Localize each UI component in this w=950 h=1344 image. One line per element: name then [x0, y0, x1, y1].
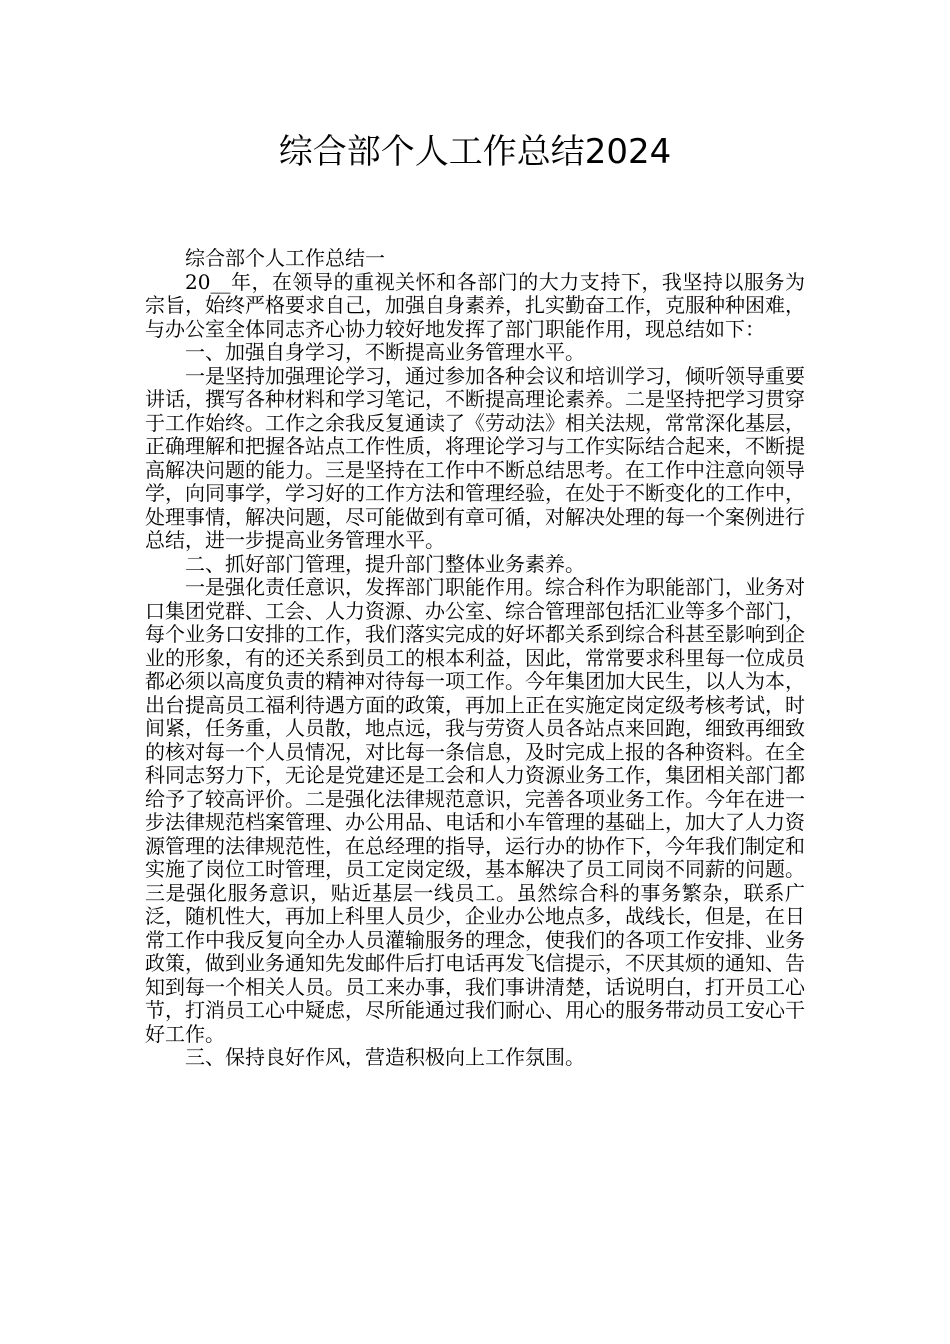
section-heading-two: 二、抓好部门管理，提升部门整体业务素养。	[185, 551, 585, 576]
section-heading-summary-one: 综合部个人工作总结一	[185, 246, 385, 270]
intro-paragraph: 20__年，在领导的重视关怀和各部门的大力支持下，我坚持以服务为宗旨，始终严格要求自己，加强自身素养，扎实勤奋工作，克服种种困难，与办公室全体同志齐心协力较好地发挥了部门职能作用，现总结如下：	[145, 269, 805, 341]
section-heading-one: 一、加强自身学习，不断提高业务管理水平。	[185, 340, 585, 364]
document-body	[145, 247, 805, 1070]
section-one-paragraph: 一是坚持加强理论学习，通过参加各种会议和培训学习，倾听领导重要讲话，撰写各种材料和学习笔记，不断提高理论素养。二是坚持把学习贯穿于工作始终。工作之余我反复通读了《劳动法》相关法规，常常深化基层，正确理解和把握各站点工作性质，将理论学习与工作实际结合起来，不断提高解决问题的能力。三是坚持在工作中不断总结思考。在工作中注意向领导学，向同事学，学习好的工作方法和管理经验，在处于不断变化的工作中，处理事情，解决问题，尽可能做到有章可循，对解决处理的每一个案例进行总结，进一步提高业务管理水平。	[145, 363, 805, 552]
section-two-paragraph: 一是强化责任意识，发挥部门职能作用。综合科作为职能部门，业务对口集团党群、工会、人力资源、办公室、综合管理部包括汇业等多个部门，每个业务口安排的工作，我们落实完成的好坏都关系到综合科甚至影响到企业的形象，有的还关系到员工的根本利益，因此，常常要求科里每一位成员都必须以高度负责的精神对待每一项工作。今年集团加大民生，以人为本，出台提高员工福利待遇方面的政策，再加上正在实施定岗定级考核考试，时间紧，任务重，人员散，地点远，我与劳资人员各站点来回跑，细致再细致的核对每一个人员情况，对比每一条信息，及时完成上报的各种资料。在全科同志努力下，无论是党建还是工会和人力资源业务工作，集团相关部门都给予了较高评价。二是强化法律规范意识，完善各项业务工作。今年在进一步法律规范档案管理、办公用品、电话和小车管理的基础上，加大了人力资源管理的法律规范性，在总经理的指导，运行办的协作下，今年我们制定和实施了岗位工时管理，员工定岗定级，基本解决了员工同岗不同薪的问题。三是强化服务意识，贴近基层一线员工。虽然综合科的事务繁杂，联系广泛，随机性大，再加上科里人员少，企业办公地点多，战线长，但是，在日常工作中我反复向全办人员灌输服务的理念，使我们的各项工作安排、业务政策，做到业务通知先发邮件后打电话再发飞信提示，不厌其烦的通知、告知到每一个相关人员。员工来办事，我们事讲清楚，话说明白，打开员工心节，打消员工心中疑虑，尽所能通过我们耐心、用心的服务带动员工安心干好工作。	[145, 575, 805, 1046]
section-heading-three: 三、保持良好作风，营造积极向上工作氛围。	[185, 1045, 585, 1069]
document-title: 综合部个人工作总结2024	[278, 132, 672, 172]
